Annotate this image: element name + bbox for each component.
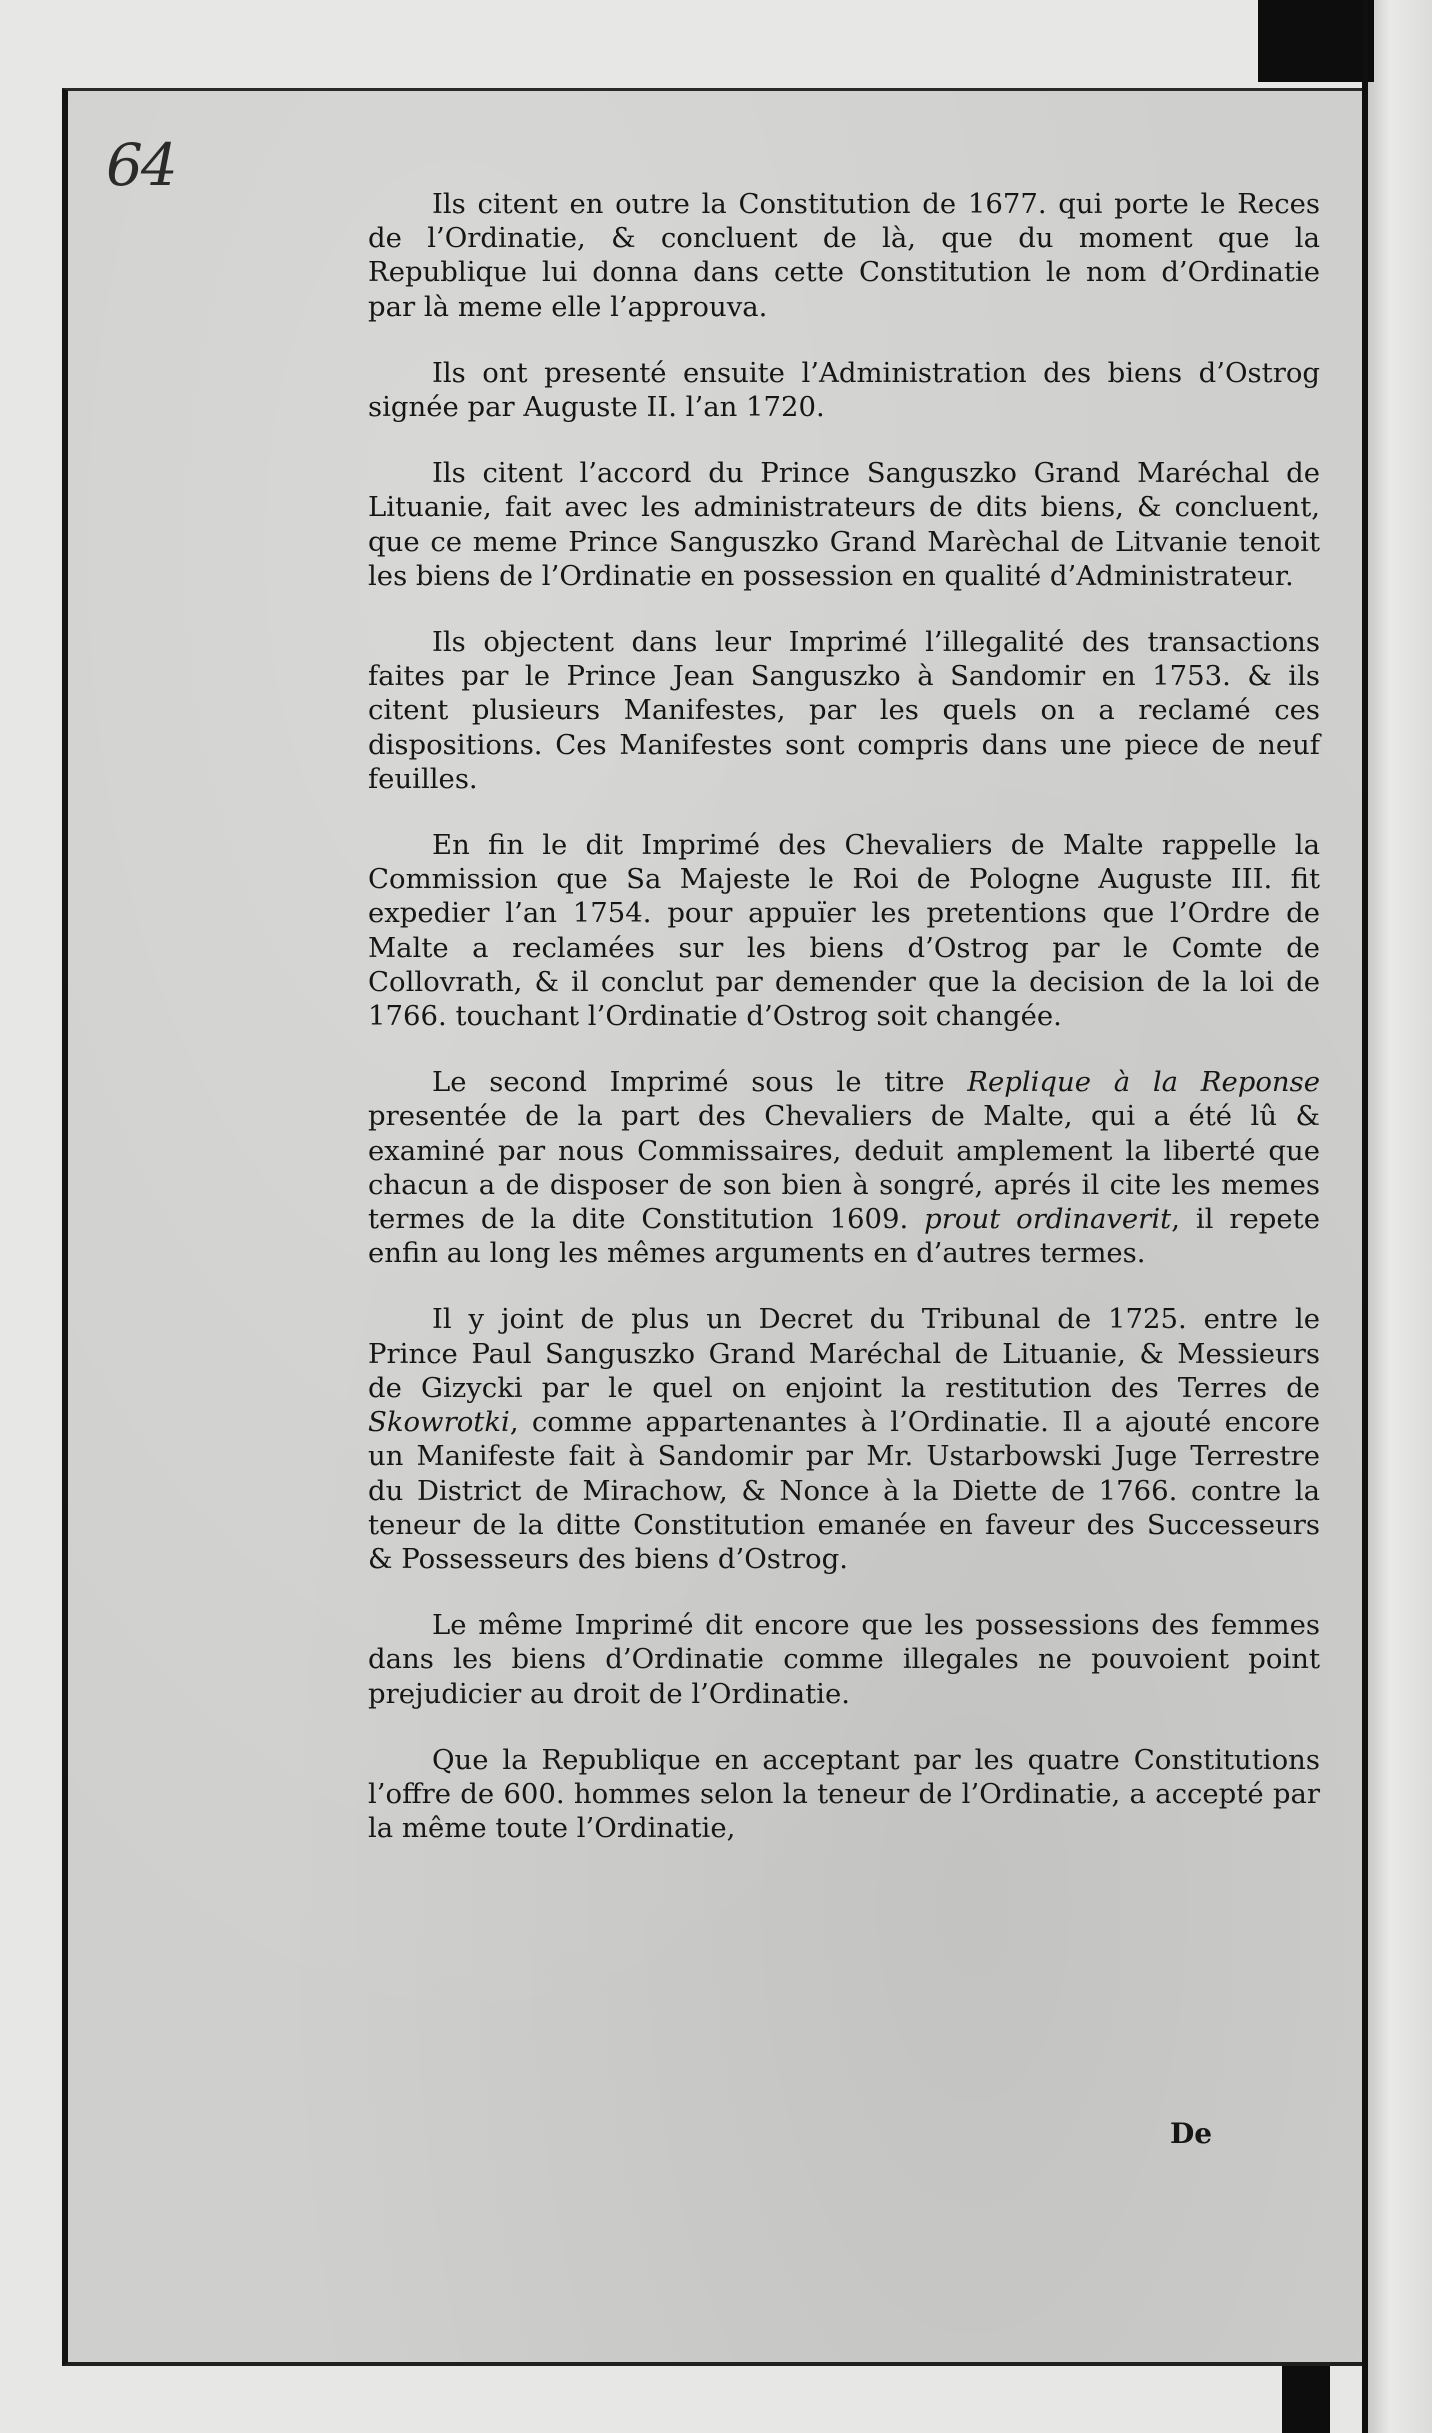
paragraph-text: Le même Imprimé dit encore que les possessions des femmes dans les biens d’Ordinatie comme illegales ne pouvoient point prejudicier au droit de l’Ordinatie. (368, 1609, 1320, 1710)
paragraph (368, 1302, 1320, 1576)
paragraph-text: Que la Republique en acceptant par les quatre Constitutions l’offre de 600. hommes selon la teneur de l’Ordinatie, a accepté par la même toute l’Ordinatie, (368, 1743, 1320, 1845)
paragraph (368, 625, 1320, 796)
paragraph (368, 356, 1320, 424)
paragraph-text: Ils objectent dans leur Imprimé l’illegalité des transactions faites par le Prince Jean Sanguszko à Sandomir en 1753. & ils citent plusieurs Manifestes, par les quels on a reclamé ces dispositions. Ces Manifestes sont compris dans une piece de neuf feuilles. (368, 626, 1320, 795)
body-text (368, 187, 1320, 1877)
paragraph-text: Ils ont presenté ensuite l’Administration des biens d’Ostrog signée par Auguste II. l’an 1720. (368, 356, 1320, 424)
adjacent-page-edge (1368, 0, 1432, 2433)
page-number: 64 (106, 131, 176, 199)
paragraph-text: Ils citent l’accord du Prince Sanguszko Grand Maréchal de Lituanie, fait avec les administrateurs de dits biens, & concluent, que ce meme Prince Sanguszko Grand Marèchal de Litvanie tenoit les biens de l’Ordinatie en possession en qualité d’Administrateur. (368, 457, 1320, 592)
scan-border-right (1362, 0, 1368, 2433)
paragraph (368, 1065, 1320, 1270)
paragraph-text: Il y joint de plus un Decret du Tribunal de 1725. entre le Prince Paul Sanguszko Grand Maréchal de Lituanie, & Messieurs de Gizycki par le quel on enjoint la restitution des Terres de (368, 1303, 1320, 1404)
paragraph-text: , comme appartenantes à l’Ordinatie. Il a ajouté encore un Manifeste fait à Sandomir par Mr. Ustarbowski Juge Terrestre du District de Mirachow, & Nonce à la Diette de 1766. contre la teneur de la ditte Constitution emanée en faveur des Successeurs & Possesseurs des biens d’Ostrog. (368, 1406, 1320, 1575)
paragraph-text: , il repete enfin au long les mêmes arguments en d’autres termes. (368, 1203, 1320, 1270)
paragraph (368, 456, 1320, 593)
paragraph-text: En fin le dit Imprimé des Chevaliers de Malte rappelle la Commission que Sa Majeste le Roi de Pologne Auguste III. fit expedier l’an 1754. pour appuïer les pretentions que l’Ordre de Malte a reclamées sur les biens d’Ostrog par le Comte de Collovrath, & il conclut par demender que la decision de la loi de 1766. touchant l’Ordinatie d’Ostrog soit changée. (368, 829, 1320, 1033)
scan-border-top (1258, 0, 1374, 82)
paragraph-text: presentée de la part des Chevaliers de Malte, qui a été lû & examiné par nous Commissaires, deduit amplement la liberté que chacun a de disposer de son bien à songré, aprés il cite les memes termes de la dite Constitution 1609. (368, 1100, 1320, 1236)
paragraph (368, 1743, 1320, 1846)
paragraph-text: Ils citent en outre la Constitution de 1677. qui porte le Reces de l’Ordinatie, & concluent de là, que du moment que la Republique lui donna dans cette Constitution le nom d’Ordinatie par là meme elle l’approuva. (368, 188, 1320, 323)
paragraph (368, 1608, 1320, 1711)
paragraph (368, 187, 1320, 324)
paragraph (368, 828, 1320, 1033)
italic-place-name: Skowrotki (368, 1406, 510, 1439)
paragraph-text: Le second Imprimé sous le titre (432, 1066, 968, 1099)
italic-phrase: prout ordinaverit (924, 1203, 1172, 1236)
document-page (62, 88, 1362, 2366)
italic-title: Replique à la Reponse (967, 1066, 1320, 1099)
catchword: De (1170, 2117, 1213, 2150)
